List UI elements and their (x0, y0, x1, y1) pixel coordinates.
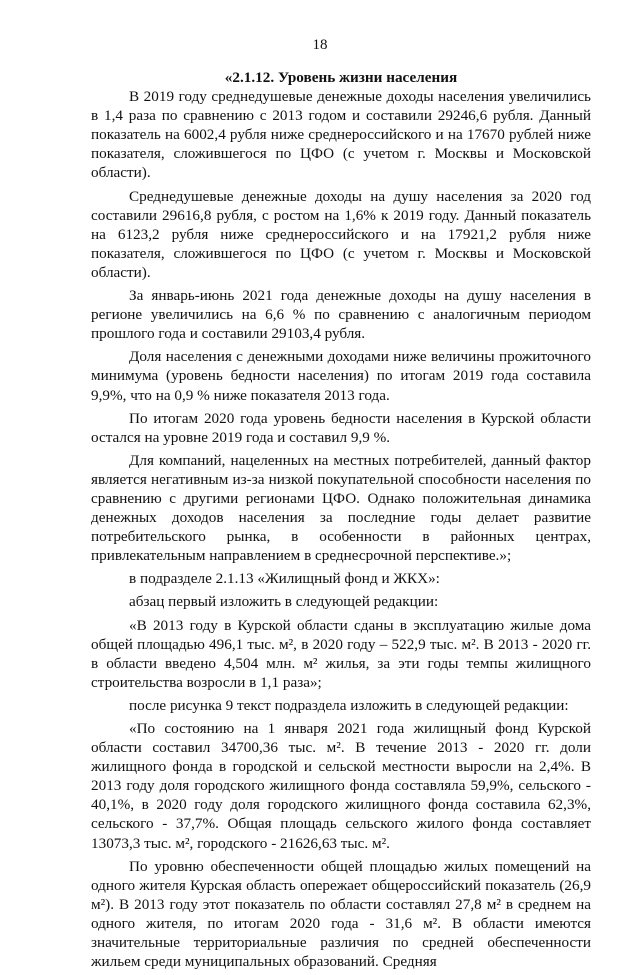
paragraph-income-2020: Среднедушевые денежные доходы на душу населения за 2020 год составили 29616,8 рубля, с ростом на 1,6% к 2019 году. Данный показатель на 6123,2 рубля ниже среднероссийского и на 17921,2 рубля ниже показателя, сложившегося по ЦФО (с учетом г. Москвы и Московской области). (91, 187, 591, 281)
paragraph-income-2021: За январь-июнь 2021 года денежные доходы на душу населения в регионе увеличились на 6,6 % по сравнению с аналогичным периодом прошлого года и составили 29103,4 рубля. (91, 287, 591, 343)
paragraph-poverty-2020: По итогам 2020 года уровень бедности населения в Курской области остался на уровне 2019 года и составил 9,9 %. (91, 409, 591, 446)
paragraph-income-2019: В 2019 году среднедушевые денежные доходы населения увеличились в 1,4 раза по сравнению с 2013 годом и составили 29246,6 рубля. Данный показатель на 6002,4 рубля ниже среднероссийского и на 17670 рублей ниже показателя, сложившегося по ЦФО (с учетом г. Москвы и Московской области). (91, 88, 591, 182)
paragraph-first-paragraph-note: абзац первый изложить в следующей редакции: (129, 593, 439, 611)
paragraph-housing-construction: «В 2013 году в Курской области сданы в эксплуатацию жилые дома общей площадью 496,1 тыс. м², в 2020 году – 522,9 тыс. м². В 2013 - 2020 гг. в области введено 4,504 млн. м² жилья, за эти годы темпы жилищного строительства возросли в 1,1 раза»; (91, 616, 591, 691)
paragraph-subsection-housing: в подразделе 2.1.13 «Жилищный фонд и ЖКХ»: (129, 570, 440, 588)
paragraph-after-figure-note: после рисунка 9 текст подраздела изложить в следующей редакции: (129, 696, 569, 714)
paragraph-housing-provision: По уровню обеспеченности общей площадью жилых помещений на одного жителя Курская область опережает общероссийский показатель (26,9 м²). В 2013 году этот показатель по области составлял 27,8 м² в среднем на одного жителя, по итогам 2020 года - 31,6 м². В области имеются значительные территориальные различия по средней обеспеченности жильем среди муниципальных образований. Средняя (91, 857, 591, 971)
paragraph-housing-stock: «По состоянию на 1 января 2021 года жилищный фонд Курской области составил 34700,36 тыс. м². В течение 2013 - 2020 гг. доли жилищного фонда в городской и сельской местности выросли на 2,4%. В 2013 году доля городского жилищного фонда составляла 59,9%, сельского - 40,1%, в 2020 году доля городского жилищного фонда составила 62,3%, сельского - 37,7%. Общая площадь сельского жилого фонда составляет 13073,3 тыс. м², городского - 21626,63 тыс. м². (91, 720, 591, 852)
section-heading: «2.1.12. Уровень жизни населения (224, 69, 458, 86)
paragraph-poverty-2019: Доля населения с денежными доходами ниже величины прожиточного минимума (уровень бедности населения) по итогам 2019 года составила 9,9%, что на 0,9 % ниже показателя 2013 года. (91, 348, 591, 404)
page-number: 18 (312, 37, 328, 53)
paragraph-consumer-market: Для компаний, нацеленных на местных потребителей, данный фактор является негативным из-за низкой покупательной способности населения по сравнению с другими регионами ЦФО. Однако положительная динамика денежных доходов населения за последние годы делает развитие потребительского рынка, в особенности в районных центрах, привлекательным направлением в среднесрочной перспективе.»; (91, 451, 591, 565)
document-body (91, 68, 591, 975)
